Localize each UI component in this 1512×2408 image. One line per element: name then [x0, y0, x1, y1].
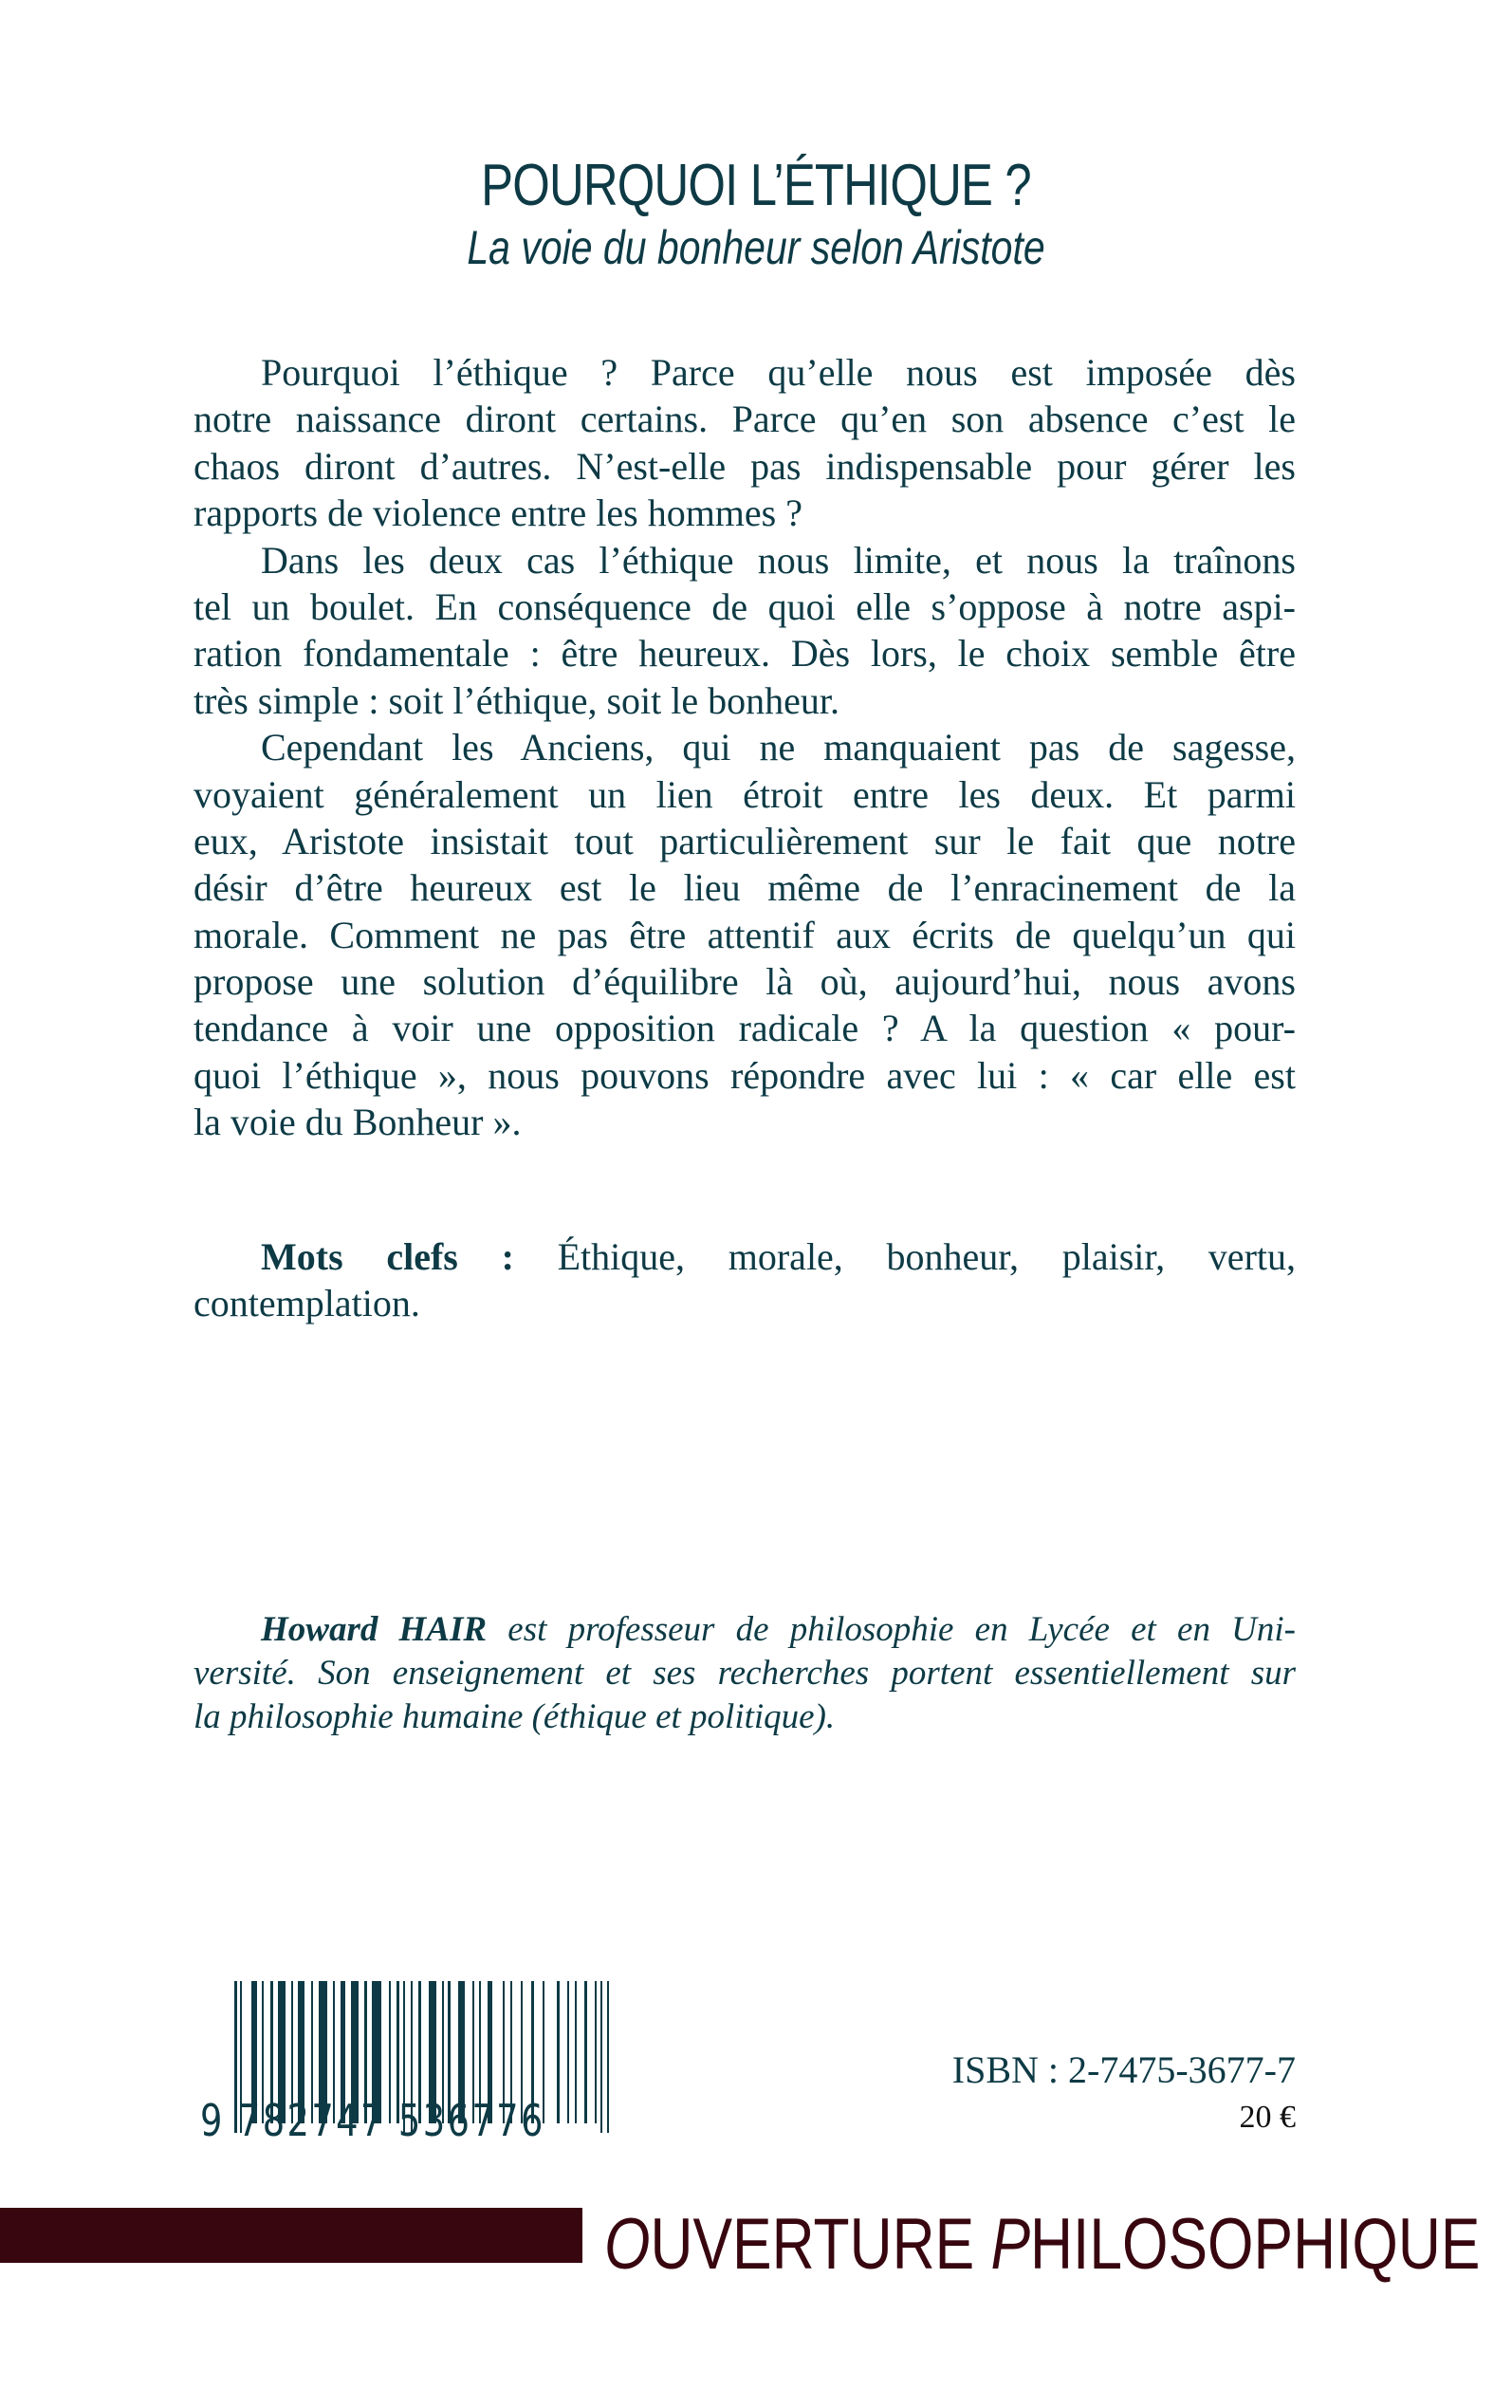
barcode-bar	[557, 1981, 560, 2123]
paragraph-line: Dans les deux cas l’éthique nous limite, et nous la traînons	[261, 538, 1296, 582]
paragraph-line: notre naissance diront certains. Parce qu’en son absence c’est le	[194, 398, 1296, 441]
keywords-text: Éthique, morale, bonheur, plaisir, vertu,	[513, 1235, 1296, 1278]
author-bio	[194, 1608, 1296, 1739]
paragraph-line: propose une solution d’équilibre là où, aujourd’hui, nous avons	[194, 960, 1296, 1004]
paragraph-line: tendance à voir une opposition radicale ? A la question « pour-	[194, 1007, 1296, 1050]
paragraph-line: ration fondamentale : être heureux. Dès lors, le choix semble être	[194, 632, 1296, 676]
book-subtitle: La voie du bonheur selon Aristote	[467, 221, 1045, 274]
barcode-bars	[234, 1981, 614, 2114]
paragraph-line: très simple : soit l’éthique, soit le bonheur.	[194, 678, 840, 722]
barcode-bar	[567, 1981, 569, 2123]
author-bio-text: est professeur de philosophie en Lycée et en Uni-	[487, 1610, 1296, 1649]
collection-initial: O	[604, 2204, 651, 2285]
paragraph-line: chaos diront d’autres. N’est-elle pas indispensable pour gérer les	[194, 444, 1296, 488]
barcode-bar	[575, 1981, 577, 2123]
collection-name	[604, 2203, 1480, 2286]
collection-word: UVERTURE	[650, 2204, 991, 2285]
paragraph-line: voyaient généralement un lien étroit entre les deux. Et parmi	[194, 772, 1296, 816]
paragraph-line: Cependant les Anciens, qui ne manquaient pas de sagesse,	[261, 726, 1296, 769]
author-bio-text: versité. Son enseignement et ses recherches portent essentiellement sur	[194, 1654, 1296, 1693]
barcode	[200, 1981, 614, 2161]
back-cover-blurb	[194, 349, 1296, 1146]
isbn: ISBN : 2-7475-3677-7	[951, 2048, 1296, 2091]
keywords-text: contemplation.	[194, 1282, 420, 1325]
collection-initial: P	[990, 2204, 1031, 2285]
barcode-bar	[600, 1981, 602, 2133]
author-name: Howard HAIR	[261, 1610, 488, 1649]
barcode-bar	[595, 1981, 597, 2123]
paragraph-line: quoi l’éthique », nous pouvons répondre avec lui : « car elle est	[194, 1053, 1296, 1097]
keywords	[194, 1233, 1296, 1327]
paragraph-line: rapports de violence entre les hommes ?	[194, 491, 802, 535]
paragraph-line: la voie du Bonheur ».	[194, 1101, 522, 1144]
keywords-label: Mots clefs :	[261, 1235, 514, 1278]
author-bio-text: la philosophie humaine (éthique et politique).	[194, 1697, 836, 1736]
book-title: POURQUOI L’ÉTHIQUE ?	[481, 153, 1031, 218]
paragraph-line: Pourquoi l’éthique ? Parce qu’elle nous est imposée dès	[261, 351, 1296, 394]
paragraph-line: morale. Comment ne pas être attentif aux écrits de quelqu’un qui	[194, 913, 1296, 956]
paragraph-line: tel un boulet. En conséquence de quoi elle s’oppose à notre aspi-	[194, 584, 1296, 628]
collection-word: HILOSOPHIQUE	[1030, 2204, 1481, 2285]
paragraph-line: eux, Aristote insistait tout particulièrement sur le fait que notre	[194, 819, 1296, 862]
barcode-digits: 9 782747 536776	[200, 2095, 545, 2146]
price: 20 €	[1239, 2100, 1296, 2135]
barcode-bar	[607, 1981, 609, 2133]
paragraph-line: désir d’être heureux est le lieu même de l’enracinement de la	[194, 866, 1296, 910]
collection-bar	[0, 2208, 582, 2263]
barcode-bar	[584, 1981, 587, 2123]
